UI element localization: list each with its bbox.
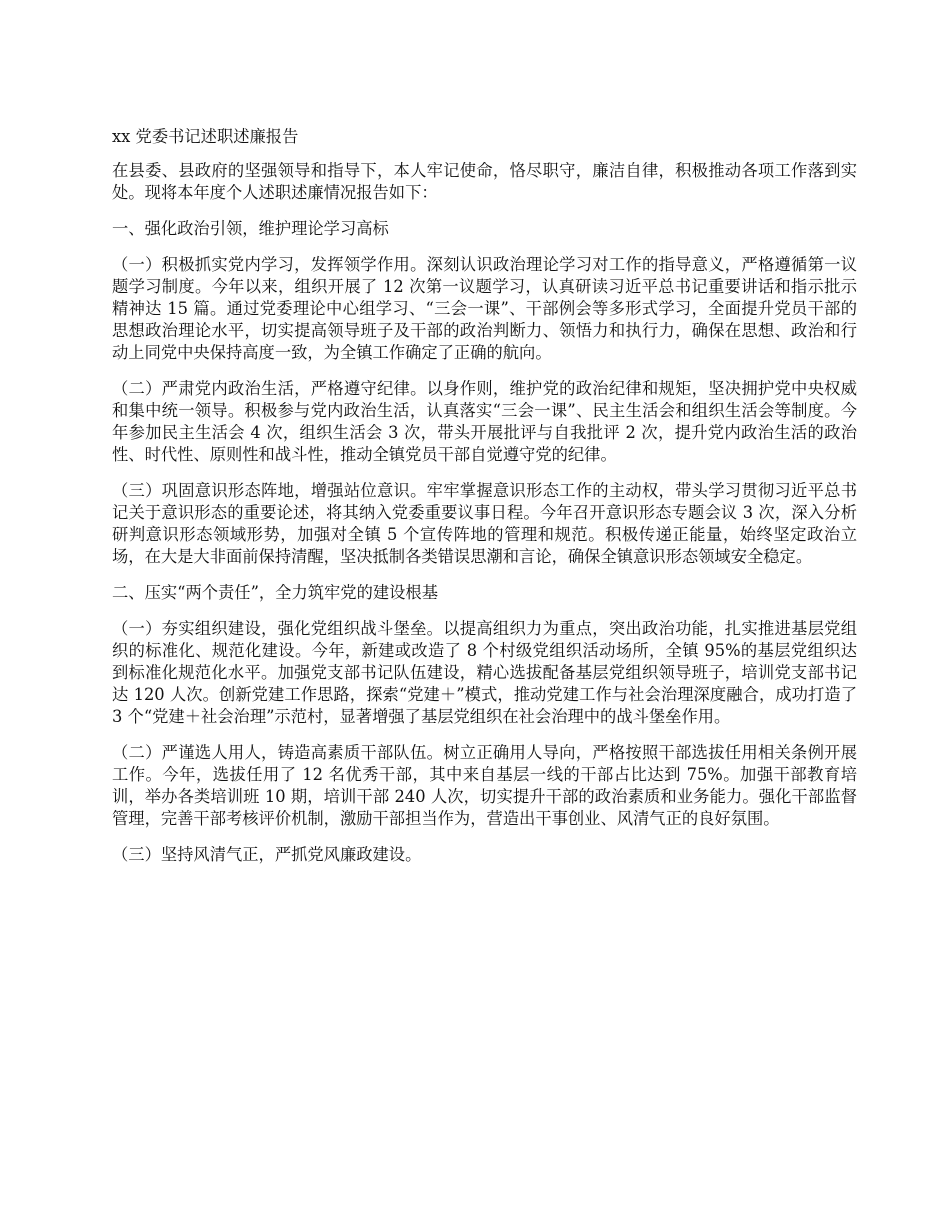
document-title: xx 党委书记述职述廉报告 <box>112 127 299 146</box>
section-1-paragraph-2: （二）严肃党内政治生活，严格遵守纪律。以身作则，维护党的政治纪律和规矩，坚决拥护党中央权威和集中统一领导。积极参与党内政治生活，认真落实“三会一课”、民主生活会和组织生活会等制度。今年参加民主生活会 4 次，组织生活会 3 次，带头开展批评与自我批评 2 次，提升党内政治生活的政治性、时代性、原则性和战斗性，推动全镇党员干部自觉遵守党的纪律。 <box>112 379 857 464</box>
section-1-heading: 一、强化政治引领，维护理论学习高标 <box>112 219 389 238</box>
section-2-paragraph-2: （二）严谨选人用人，铸造高素质干部队伍。树立正确用人导向，严格按照干部选拔任用相关条例开展工作。今年，选拔任用了 12 名优秀干部，其中来自基层一线的干部占比达到 75%。加强干部教育培训，举办各类培训班 10 期，培训干部 240 人次，切实提升干部的政治素质和业务能力。强化干部监督管理，完善干部考核评价机制，激励干部担当作为，营造出干事创业、风清气正的良好氛围。 <box>112 743 857 828</box>
document-page <box>112 126 857 880</box>
section-2-paragraph-3: （三）坚持风清气正，严抓党风廉政建设。 <box>112 845 422 864</box>
section-1-paragraph-3: （三）巩固意识形态阵地，增强站位意识。牢牢掌握意识形态工作的主动权，带头学习贯彻习近平总书记关于意识形态的重要论述，将其纳入党委重要议事日程。今年召开意识形态专题会议 3 次，深入分析研判意识形态领域形势，加强对全镇 5 个宣传阵地的管理和规范。积极传递正能量，始终坚定政治立场，在大是大非面前保持清醒，坚决抵制各类错误思潮和言论，确保全镇意识形态领域安全稳定。 <box>112 481 857 566</box>
section-2-paragraph-1: （一）夯实组织建设，强化党组织战斗堡垒。以提高组织力为重点，突出政治功能，扎实推进基层党组织的标准化、规范化建设。今年，新建或改造了 8 个村级党组织活动场所，全镇 95%的基层党组织达到标准化规范化水平。加强党支部书记队伍建设，精心选拔配备基层党组织领导班子，培训党支部书记达 120 人次。创新党建工作思路，探索“党建＋”模式，推动党建工作与社会治理深度融合，成功打造了 3 个“党建＋社会治理”示范村，显著增强了基层党组织在社会治理中的战斗堡垒作用。 <box>112 619 857 726</box>
section-2-heading: 二、压实“两个责任”，全力筑牢党的建设根基 <box>112 583 438 602</box>
section-1-paragraph-1: （一）积极抓实党内学习，发挥领学作用。深刻认识政治理论学习对工作的指导意义，严格遵循第一议题学习制度。今年以来，组织开展了 12 次第一议题学习，认真研读习近平总书记重要讲话和指示批示精神达 15 篇。通过党委理论中心组学习、“三会一课”、干部例会等多形式学习，全面提升党员干部的思想政治理论水平，切实提高领导班子及干部的政治判断力、领悟力和执行力，确保在思想、政治和行动上同党中央保持高度一致，为全镇工作确定了正确的航向。 <box>112 255 857 362</box>
intro-paragraph: 在县委、县政府的坚强领导和指导下，本人牢记使命，恪尽职守，廉洁自律，积极推动各项工作落到实处。现将本年度个人述职述廉情况报告如下： <box>112 161 857 202</box>
